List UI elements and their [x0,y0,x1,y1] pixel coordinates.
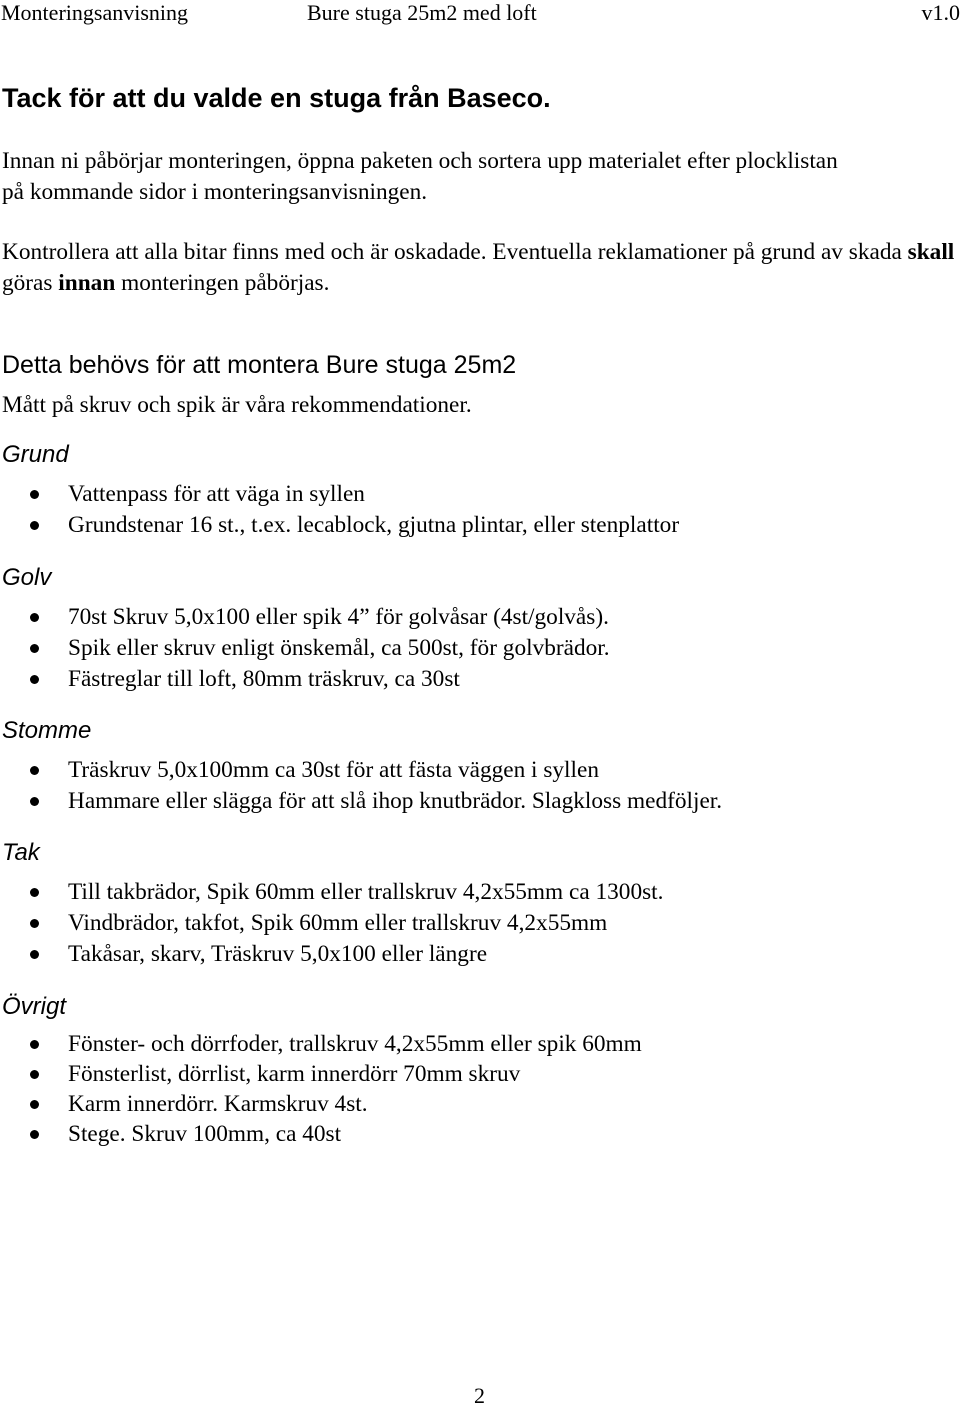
section-title-golv: Golv [2,564,52,591]
intro-line-1: Innan ni påbörjar monteringen, öppna paketen och sortera upp materialet efter plocklistan [2,148,838,174]
bullet-icon [30,797,39,806]
list-item [0,908,663,939]
list-item-text: Fönsterlist, dörrlist, karm innerdörr 70mm skruv [68,1061,521,1087]
needs-note: Mått på skruv och spik är våra rekommendationer. [2,392,472,418]
bullet-icon [30,490,39,499]
intro-paragraph [2,146,960,208]
list-item [0,602,610,633]
bullet-icon [30,1130,39,1139]
list-tak [0,877,663,970]
bullet-icon [30,613,39,622]
inspection-paragraph [2,237,960,299]
list-item-text: Takåsar, skarv, Träskruv 5,0x100 eller längre [68,941,488,967]
bullet-icon [30,950,39,959]
bullet-icon [30,644,39,653]
needs-heading: Detta behövs för att montera Bure stuga 25m2 [2,351,517,379]
list-item [0,939,663,970]
page-number: 2 [474,1383,485,1408]
list-item [0,1089,642,1119]
list-item-text: 70st Skruv 5,0x100 eller spik 4” för golvåsar (4st/golvås). [68,604,609,630]
bullet-icon [30,888,39,897]
section-title-ovrigt: Övrigt [2,993,67,1020]
bullet-icon [30,919,39,928]
list-item-text: Vindbrädor, takfot, Spik 60mm eller trallskruv 4,2x55mm [68,910,608,936]
list-item-text: Träskruv 5,0x100mm ca 30st för att fästa väggen i syllen [68,757,599,783]
header-product: Bure stuga 25m2 med loft [307,0,537,25]
list-item [0,1029,642,1059]
list-ovrigt [0,1029,642,1149]
bullet-icon [30,675,39,684]
bullet-icon [30,1040,39,1049]
list-item-text: Till takbrädor, Spik 60mm eller trallskruv 4,2x55mm ca 1300st. [68,879,664,905]
list-grund [0,479,679,541]
list-item-text: Grundstenar 16 st., t.ex. lecablock, gjutna plintar, eller stenplattor [68,512,680,538]
section-title-stomme: Stomme [2,717,92,744]
bullet-icon [30,1070,39,1079]
list-item [0,877,663,908]
intro-line-2: på kommande sidor i monteringsanvisningen. [2,179,428,205]
list-item [0,1059,642,1089]
list-item-text: Spik eller skruv enligt önskemål, ca 500st, för golvbrädor. [68,635,610,661]
list-item [0,664,610,695]
list-item-text: Fönster- och dörrfoder, trallskruv 4,2x55mm eller spik 60mm [68,1031,642,1057]
inspection-text-3: monteringen påbörjas. [115,270,330,296]
list-item [0,755,722,786]
list-item [0,786,722,817]
inspection-bold-skall: skall [907,239,955,265]
list-golv [0,602,610,695]
list-item [0,510,679,541]
list-item [0,1119,642,1149]
list-item-text: Vattenpass för att väga in syllen [68,481,365,507]
list-item-text: Hammare eller slägga för att slå ihop knutbrädor. Slagkloss medföljer. [68,788,723,814]
header-doc-type: Monteringsanvisning [1,0,188,25]
inspection-text-1: Kontrollera att alla bitar finns med och är oskadade. Eventuella reklamationer på grund av skada [2,239,908,265]
page-title: Tack för att du valde en stuga från Baseco. [2,83,551,113]
list-stomme [0,755,722,817]
list-item-text: Fästreglar till loft, 80mm träskruv, ca 30st [68,666,460,692]
inspection-bold-innan: innan [58,270,116,296]
list-item [0,479,679,510]
bullet-icon [30,1100,39,1109]
inspection-text-2: göras [2,270,59,296]
section-title-tak: Tak [2,839,40,866]
list-item-text: Karm innerdörr. Karmskruv 4st. [68,1091,368,1117]
list-item-text: Stege. Skruv 100mm, ca 40st [68,1121,342,1147]
section-title-grund: Grund [2,441,69,468]
bullet-icon [30,766,39,775]
header-version: v1.0 [921,0,960,25]
bullet-icon [30,521,39,530]
list-item [0,633,610,664]
